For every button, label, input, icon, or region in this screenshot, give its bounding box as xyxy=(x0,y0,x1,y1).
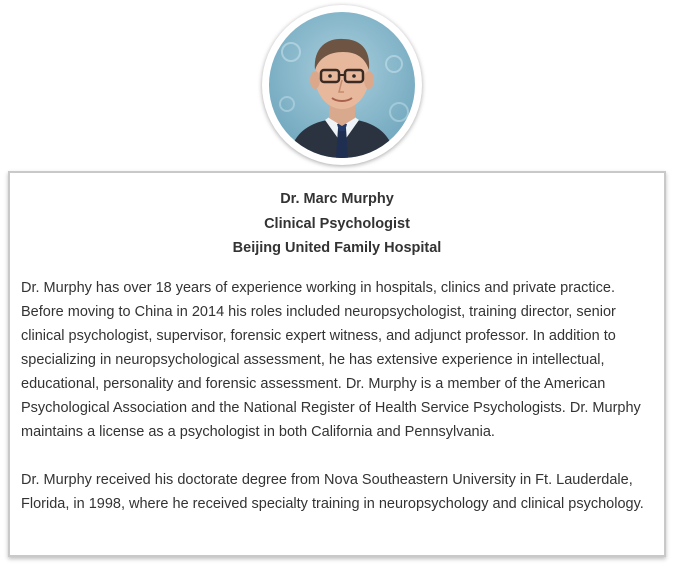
avatar xyxy=(269,12,415,158)
profile-header xyxy=(10,187,664,261)
bio-paragraph: Dr. Murphy has over 18 years of experience working in hospitals, clinics and private practice. Before moving to China in 2014 his roles included neuropsychologist, training director, senior clinical psychologist, supervisor, forensic expert witness, and adjunct professor. In addition to specializing in neuropsychological assessment, he has extensive experience in intellectual, educational, personality and forensic assessment. Dr. Murphy is a member of the American Psychological Association and the National Register of Health Service Psychologists. Dr. Murphy maintains a license as a psychologist in both California and Pennsylvania. xyxy=(21,279,641,440)
avatar-frame xyxy=(262,5,422,165)
profile-name: Dr. Marc Murphy xyxy=(280,191,394,207)
profile-title: Clinical Psychologist xyxy=(264,215,410,232)
profile-organization: Beijing United Family Hospital xyxy=(232,240,442,256)
portrait-photo-icon xyxy=(269,12,415,158)
profile-bio xyxy=(10,276,664,516)
bio-paragraph: Dr. Murphy received his doctorate degree from Nova Southeastern University in Ft. Lauderdale, Florida, in 1998, where he received specialty training in neuropsychology and clinical psychology. xyxy=(21,471,644,512)
profile-card xyxy=(8,171,666,557)
